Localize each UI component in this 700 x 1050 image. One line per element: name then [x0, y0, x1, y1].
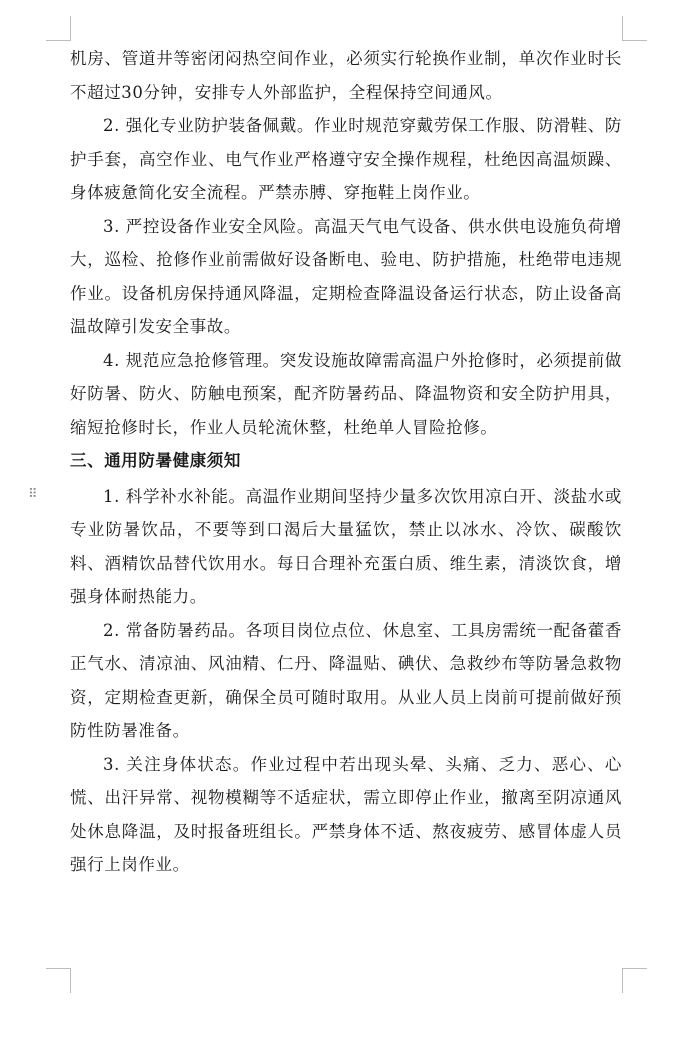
paragraph-item-3: 3. 严控设备作业安全风险。高温天气电气设备、供水供电设施负荷增大，巡检、抢修作业前需做好设备断电、验电、防护措施，杜绝带电违规作业。设备机房保持通风降温，定期检查降温设备运行状态，防止设备高温故障引发安全事故。	[70, 216, 622, 336]
page-corner-mark-top-right	[622, 16, 647, 41]
section-paragraph-2: 2. 常备防暑药品。各项目岗位点位、休息室、工具房需统一配备藿香正气水、清凉油、风油精、仁丹、降温贴、碘伏、急救纱布等防暑急救物资，定期检查更新，确保全员可随时取用。从业人员上岗前可提前做好预防性防暑准备。	[70, 620, 622, 740]
section-heading: 三、通用防暑健康须知	[70, 451, 241, 470]
page-corner-mark-bottom-left	[46, 968, 71, 993]
paragraph-drag-handle-icon[interactable]: ⠿	[28, 487, 37, 502]
paragraph-continued: 机房、管道井等密闭闷热空间作业，必须实行轮换作业制，单次作业时长不超过30分钟，安排专人外部监护，全程保持空间通风。	[70, 49, 622, 102]
paragraph-item-2: 2. 强化专业防护装备佩戴。作业时规范穿戴劳保工作服、防滑鞋、防护手套，高空作业、电气作业严格遵守安全操作规程，杜绝因高温烦躁、身体疲惫简化安全流程。严禁赤膊、穿拖鞋上岗作业。	[70, 116, 622, 202]
page-corner-mark-bottom-right	[622, 968, 647, 993]
paragraph-item-4: 4. 规范应急抢修管理。突发设施故障需高温户外抢修时，必须提前做好防暑、防火、防触电预案，配齐防暑药品、降温物资和安全防护用具，缩短抢修时长，作业人员轮流休整，杜绝单人冒险抢修。	[70, 350, 622, 437]
section-paragraph-1: 1. 科学补水补能。高温作业期间坚持少量多次饮用凉白开、淡盐水或专业防暑饮品，不要等到口渴后大量猛饮，禁止以冰水、冷饮、碳酸饮料、酒精饮品替代饮用水。每日合理补充蛋白质、维生素，清淡饮食，增强身体耐热能力。	[70, 486, 622, 606]
document-body[interactable]	[70, 42, 622, 882]
page-corner-mark-top-left	[46, 16, 71, 41]
section-paragraph-3: 3. 关注身体状态。作业过程中若出现头晕、头痛、乏力、恶心、心慌、出汗异常、视物模糊等不适症状，需立即停止作业，撤离至阴凉通风处休息降温，及时报备班组长。严禁身体不适、熬夜疲劳、感冒体虚人员强行上岗作业。	[70, 754, 622, 874]
